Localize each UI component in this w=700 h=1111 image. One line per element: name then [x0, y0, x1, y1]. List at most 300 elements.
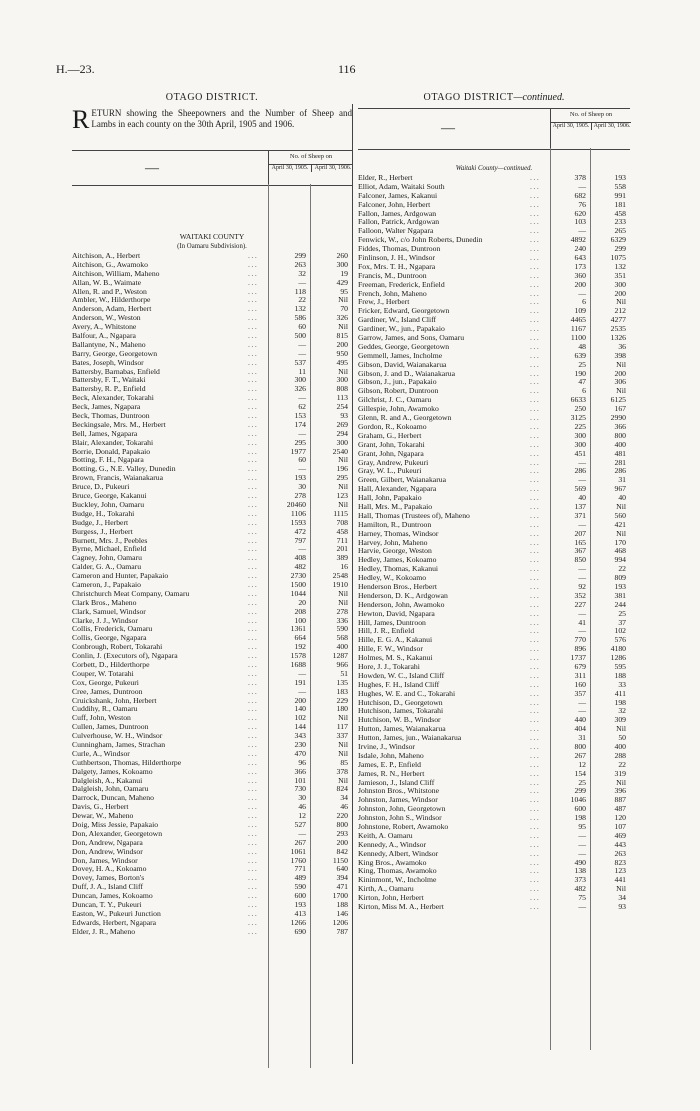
leader-dots: ... — [530, 902, 541, 912]
sheep-count-1905: 138 — [574, 866, 586, 876]
sheepowner-name: Frew, J., Herbert — [358, 298, 410, 307]
leader-dots: ... — [248, 251, 259, 260]
sheepowner-name: Isdale, John, Maheno — [358, 751, 424, 760]
leader-dots: ... — [248, 535, 259, 545]
sheep-count-1906: 180 — [336, 704, 348, 714]
sheep-count-1905: 352 — [574, 590, 586, 600]
leader-dots: ... — [530, 404, 541, 414]
leader-dots: ... — [530, 661, 541, 671]
sheepowner-name: Conlin, J. (Executors of), Ngapara — [72, 652, 178, 661]
sheep-count-1906: 93 — [618, 902, 626, 912]
sheep-count-1906: 25 — [618, 608, 626, 618]
sheep-count-1906: 2540 — [332, 446, 348, 456]
leader-dots: ... — [530, 270, 541, 280]
sheep-count-1906: 183 — [336, 686, 348, 696]
leader-dots: ... — [530, 626, 541, 636]
sheepowner-name: Ambler, W., Hilderthorpe — [72, 296, 151, 305]
sheepowner-name: Darrock, Duncan, Maheno — [72, 794, 154, 803]
sheepowner-name: Clark Bros., Maheno — [72, 598, 137, 607]
sheep-count-1905: 800 — [574, 742, 586, 751]
sheep-count-1905: — — [578, 830, 586, 840]
sheepowner-name: James, E. P., Enfield — [358, 760, 421, 769]
sheep-count-1906: 1910 — [332, 579, 348, 589]
sheep-count-1906: 458 — [336, 526, 348, 536]
sheepowner-name: Aitchison, G., Awamoko — [72, 260, 148, 269]
sheep-count-1906: 51 — [340, 668, 348, 678]
sheepowner-name: Cagney, John, Oamaru — [72, 554, 142, 563]
sheepowner-name: Easton, W., Pukeuri Junction — [72, 909, 161, 918]
right-column-title — [358, 92, 630, 103]
column-divider — [352, 104, 353, 1064]
sheepowner-name: Kirton, John, Herbert — [358, 894, 424, 903]
sheep-count-1906: 200 — [336, 837, 348, 847]
sheep-count-1906: 471 — [336, 882, 348, 892]
sheepowner-name: Freeman, Frederick, Enfield — [358, 280, 445, 289]
col-1905-header: April 30, 1905. — [271, 165, 309, 171]
sheep-count-1906: 188 — [336, 900, 348, 910]
leader-dots: ... — [248, 713, 259, 723]
sheep-count-1906: 800 — [614, 430, 626, 440]
sheep-count-1906: 800 — [336, 820, 348, 829]
sheepowner-name: Dalgleish, A., Kakanui — [72, 776, 143, 785]
sheepowner-name: Don, James, Windsor — [72, 856, 138, 865]
left-table-header — [72, 150, 352, 186]
sheepowner-name: Hewton, David, Ngapara — [358, 609, 435, 618]
leader-dots: ... — [248, 526, 259, 536]
sheep-count-1905: 1500 — [290, 579, 306, 589]
sheep-count-1905: 62 — [298, 402, 306, 412]
leader-dots: ... — [530, 199, 541, 209]
leader-dots: ... — [530, 875, 541, 885]
leader-dots: ... — [530, 573, 541, 583]
sheep-count-1905: 46 — [298, 802, 306, 812]
sheep-count-1905: 300 — [294, 375, 306, 385]
sheep-count-1906: Nil — [338, 739, 348, 749]
leader-dots: ... — [530, 777, 541, 787]
leader-dots: ... — [248, 757, 259, 767]
sheepowner-name: Fenwick, W., c/o John Roberts, Dunedin — [358, 236, 483, 245]
sheepowner-name: Howden, W. C., Island Cliff — [358, 671, 445, 680]
leader-dots: ... — [248, 659, 259, 669]
sheepowner-name: Elliot, Adam, Waitaki South — [358, 182, 445, 191]
sheep-count-1906: 787 — [336, 926, 348, 936]
sheep-count-1906: 33 — [618, 679, 626, 689]
sheep-count-1906: 468 — [614, 546, 626, 556]
sheep-count-1905: 500 — [294, 331, 306, 341]
sheep-count-1905: 240 — [574, 244, 586, 254]
leader-dots: ... — [530, 759, 541, 769]
sheep-count-1906: Nil — [616, 386, 626, 396]
sheep-count-1906: 146 — [336, 908, 348, 918]
sheep-count-1906: 306 — [614, 377, 626, 387]
sheep-count-1906: 708 — [336, 517, 348, 527]
sheep-count-1905: 299 — [574, 786, 586, 796]
sheep-count-1905: 278 — [294, 491, 306, 501]
sheep-count-1905: 192 — [294, 642, 306, 652]
sheep-count-1905: 470 — [294, 748, 306, 758]
sheep-count-1906: 441 — [614, 875, 626, 885]
sheep-count-1905: 4892 — [570, 235, 586, 245]
sheep-count-1906: 809 — [614, 573, 626, 583]
leader-dots: ... — [530, 537, 541, 547]
leader-dots: ... — [248, 731, 259, 741]
leader-dots: ... — [530, 457, 541, 467]
sheep-count-1906: 278 — [336, 606, 348, 616]
sheepowner-name: Hutchison, James, Tokarahi — [358, 707, 444, 716]
leader-dots: ... — [248, 446, 259, 456]
sheep-count-1906: Nil — [338, 499, 348, 509]
sheep-count-1905: — — [578, 226, 586, 236]
sheep-count-1905: 770 — [574, 635, 586, 645]
leader-dots: ... — [248, 802, 259, 812]
leader-dots: ... — [530, 413, 541, 423]
sheepowner-name: Dovey, James, Borton's — [72, 874, 145, 883]
sheep-count-1905: 100 — [294, 615, 306, 625]
leader-dots: ... — [248, 366, 259, 376]
leader-dots: ... — [248, 322, 259, 332]
sheepowner-name: Henderson Bros., Herbert — [358, 582, 437, 591]
sheepowner-name: Beckingsale, Mrs. M., Herbert — [72, 420, 166, 429]
sheepowner-name: Hughes, F. H., Island Cliff — [358, 680, 440, 689]
sheepowner-name: Dalgleish, John, Oamaru — [72, 785, 149, 794]
sheep-count-1905: 165 — [574, 537, 586, 547]
leader-dots: ... — [530, 839, 541, 849]
sheep-count-1906: 394 — [336, 873, 348, 883]
sheepowner-name: Gemmell, James, Incholme — [358, 351, 443, 360]
sheepowner-name: Curle, A., Windsor — [72, 749, 130, 758]
sheep-count-1905: 527 — [294, 820, 306, 829]
county-heading: WAITAKI COUNTY — [179, 232, 245, 241]
sheep-count-1906: 336 — [336, 615, 348, 625]
sheepowner-name: Cuddihy, R., Oamaru — [72, 705, 138, 714]
sheep-count-1905: 208 — [294, 606, 306, 616]
sheepowner-name: Aitchison, A., Herbert — [72, 252, 141, 260]
sheep-count-1905: 95 — [578, 822, 586, 832]
sheepowner-name: Falconer, James, Kakanui — [358, 191, 438, 200]
sheep-count-1905: 144 — [294, 722, 306, 732]
sheep-count-1905: 12 — [578, 759, 586, 769]
sheepowner-name: Cameron and Hunter, Papakaio — [72, 572, 169, 581]
sheepowner-name: Johnstone, Robert, Awamoko — [358, 823, 449, 832]
sheepowner-name: Kennedy, Albert, Windsor — [358, 849, 439, 858]
sheepowner-name: Corbett, D., Hilderthorpe — [72, 660, 150, 669]
leader-dots: ... — [248, 295, 259, 305]
sheep-group-title: No. of Sheep on — [269, 153, 353, 165]
sheep-count-1906: 481 — [614, 448, 626, 458]
leader-dots: ... — [248, 553, 259, 563]
leader-dots: ... — [530, 501, 541, 511]
sheep-count-1905: 482 — [574, 884, 586, 894]
sheep-count-1905: 1578 — [290, 651, 306, 661]
sheep-count-1906: Nil — [338, 322, 348, 332]
sheep-count-1905: — — [298, 348, 306, 358]
leader-dots: ... — [248, 677, 259, 687]
sheepowner-name: Fallon, James, Ardgowan — [358, 209, 437, 218]
leader-dots: ... — [530, 555, 541, 565]
sheep-count-1906: 120 — [614, 813, 626, 823]
sheep-count-1906: 286 — [614, 466, 626, 476]
leader-dots: ... — [248, 428, 259, 438]
sheep-group-header — [268, 151, 353, 185]
sheep-count-1906: 366 — [614, 421, 626, 431]
sheep-count-1905: — — [578, 564, 586, 574]
sheep-count-1905: 250 — [574, 404, 586, 414]
sheep-count-1905: 6 — [582, 386, 586, 396]
sheep-count-1906: 1700 — [332, 891, 348, 901]
sheep-count-1906: 400 — [336, 642, 348, 652]
leader-dots: ... — [248, 571, 259, 581]
sheepowner-name: Hedley, Thomas, Kakanui — [358, 565, 439, 574]
sheep-count-1905: 20 — [298, 597, 306, 607]
sheep-count-1905: 2730 — [290, 571, 306, 581]
right-sheep-table — [358, 108, 630, 912]
col-1906-header: April 30, 1906. — [311, 165, 354, 172]
leader-dots: ... — [530, 742, 541, 751]
leader-dots: ... — [530, 226, 541, 236]
sheepowner-name: Balfour, A., Ngapara — [72, 332, 136, 341]
sheep-count-1906: 295 — [336, 473, 348, 483]
sheep-count-1906: 196 — [336, 464, 348, 474]
sheep-count-1905: 1977 — [290, 446, 306, 456]
sheep-count-1906: 815 — [336, 331, 348, 341]
leader-dots: ... — [248, 517, 259, 527]
leader-dots: ... — [530, 244, 541, 254]
leader-dots: ... — [530, 386, 541, 396]
sheep-count-1906: 200 — [336, 339, 348, 349]
sheep-count-1906: 46 — [340, 802, 348, 812]
leader-dots: ... — [248, 499, 259, 509]
sheepowner-name: Cree, James, Duntroon — [72, 687, 143, 696]
sheepowner-name: Collis, Frederick, Oamaru — [72, 625, 153, 634]
sheep-count-1905: 160 — [574, 679, 586, 689]
sheep-count-1906: 595 — [614, 661, 626, 671]
sheep-count-1906: Nil — [616, 724, 626, 734]
sheepowner-name: Gray, Andrew, Pukeuri — [358, 458, 429, 467]
leader-dots: ... — [530, 679, 541, 689]
sheep-count-1905: 482 — [294, 562, 306, 572]
sheep-count-1906: Nil — [338, 366, 348, 376]
sheep-count-1905: 200 — [574, 279, 586, 289]
sheep-count-1906: 590 — [336, 624, 348, 634]
sheepowner-name: Geddes, George, Georgetown — [358, 342, 450, 351]
sheepowner-name: Harney, Thomas, Windsor — [358, 529, 439, 538]
sheep-count-1906: 458 — [614, 208, 626, 218]
leader-dots: ... — [530, 439, 541, 449]
sheep-count-1905: 1044 — [290, 588, 306, 598]
sheepowner-name: Harvie, George, Weston — [358, 547, 432, 556]
sheep-count-1905: 30 — [298, 482, 306, 492]
sheep-count-1905: 771 — [294, 864, 306, 874]
leader-dots: ... — [248, 437, 259, 447]
sheepowner-name: Grant, John, Tokarahi — [358, 440, 425, 449]
leader-dots: ... — [530, 546, 541, 556]
leader-dots: ... — [530, 653, 541, 663]
sheep-count-1905: — — [578, 706, 586, 716]
sheep-count-1905: 413 — [294, 908, 306, 918]
sheep-count-1905: 440 — [574, 715, 586, 725]
sheep-count-1906: 300 — [336, 437, 348, 447]
sheep-count-1906: 300 — [336, 375, 348, 385]
sheep-count-1906: 50 — [618, 733, 626, 743]
sheepowner-name: Gibson, Robert, Duntroon — [358, 387, 439, 396]
leader-dots: ... — [530, 350, 541, 360]
leader-dots: ... — [530, 484, 541, 494]
sheep-count-1906: 244 — [614, 599, 626, 609]
sheepowner-name: Barry, George, Georgetown — [72, 349, 158, 358]
sheep-count-1906: 1115 — [333, 508, 348, 518]
leader-dots: ... — [248, 286, 259, 296]
leader-dots: ... — [530, 297, 541, 307]
sheepowner-name: Gardiner, W., Island Cliff — [358, 316, 437, 325]
sheepowner-name: Brown, Francis, Waianakarua — [72, 474, 164, 483]
leader-dots: ... — [248, 900, 259, 910]
leader-dots: ... — [248, 651, 259, 661]
sheep-count-1905: 326 — [294, 384, 306, 394]
sheepowner-name: Bates, Joseph, Windsor — [72, 358, 144, 367]
leader-dots: ... — [248, 473, 259, 483]
sheepowner-name: Hughes, W. E. and C., Tokarahi — [358, 689, 456, 698]
page-number: 116 — [338, 62, 356, 76]
sheepowner-name: Hille, E. G. A., Kakanui — [358, 636, 433, 645]
sheep-count-1906: 2548 — [332, 571, 348, 581]
leader-dots: ... — [530, 715, 541, 725]
leader-dots: ... — [248, 908, 259, 918]
sheepowner-name: Kirton, Miss M. A., Herbert — [358, 903, 444, 912]
sheep-count-1906: 16 — [340, 562, 348, 572]
leader-dots: ... — [530, 288, 541, 298]
sheep-count-1905: 140 — [294, 704, 306, 714]
sheep-count-1905: 1061 — [290, 846, 306, 856]
leader-dots: ... — [248, 873, 259, 883]
sheepowner-name: Duncan, James, Kokoamo — [72, 892, 153, 901]
leader-dots: ... — [248, 882, 259, 892]
sheepowner-name: Kirth, A., Oamaru — [358, 885, 414, 894]
sheep-count-1905: 193 — [294, 900, 306, 910]
sheep-count-1906: 966 — [336, 659, 348, 669]
county-continued-heading: Waitaki County—continued. — [455, 165, 533, 172]
sheepowner-name: Christchurch Meat Company, Oamaru — [72, 589, 190, 598]
sheep-count-1906: 2535 — [610, 324, 626, 334]
column-rule — [590, 148, 591, 1050]
sheepowner-name: Don, Andrew, Windsor — [72, 847, 143, 856]
sheepowner-name: Hutton, James, jun., Waianakarua — [358, 734, 462, 743]
sheep-count-1906: 823 — [614, 857, 626, 867]
leader-dots: ... — [248, 508, 259, 518]
sheep-count-1906: 400 — [614, 439, 626, 449]
sheep-count-1905: — — [578, 519, 586, 529]
sheep-count-1906: Nil — [338, 775, 348, 785]
leader-dots: ... — [530, 590, 541, 600]
table-header-dash: — — [145, 161, 159, 176]
leader-dots: ... — [248, 588, 259, 598]
sheepowner-name: Hall, John, Papakaio — [358, 494, 422, 503]
sheep-count-1905: — — [298, 428, 306, 438]
sheep-count-1905: 373 — [574, 875, 586, 885]
leader-dots: ... — [530, 670, 541, 680]
sheepowner-name: Johnston, John S., Windsor — [358, 814, 442, 823]
sheep-count-1906: 193 — [614, 581, 626, 591]
sheepowner-name: Budge, J., Herbert — [72, 518, 129, 527]
sheepowner-name: Holmes, M. S., Kakanui — [358, 654, 433, 663]
sheep-count-1906: 31 — [618, 475, 626, 485]
sheepowner-name: Blair, Alexander, Tokarahi — [72, 438, 154, 447]
sheepowner-name: Collis, George, Ngapara — [72, 634, 147, 643]
sheep-count-1905: 311 — [574, 670, 586, 680]
sheepowner-name: Hedley, James, Kokoamo — [358, 556, 437, 565]
sheep-count-1905: 227 — [574, 599, 586, 609]
sheep-count-1906: 188 — [614, 670, 626, 680]
leader-dots: ... — [248, 704, 259, 714]
sheep-count-1906: 950 — [336, 348, 348, 358]
sheep-count-1905: 490 — [574, 857, 586, 867]
leader-dots: ... — [248, 455, 259, 465]
leader-dots: ... — [248, 855, 259, 865]
sheepowner-name: Hill, James, Duntroon — [358, 618, 426, 627]
sheepowner-name: Fiddes, Thomas, Duntroon — [358, 245, 441, 254]
sheep-count-1906: 254 — [336, 402, 348, 412]
sheepowner-name: Henderson, John, Awamoko — [358, 600, 445, 609]
sheepowner-name: Ballantyne, N., Maheno — [72, 340, 146, 349]
sheep-count-1906: 824 — [336, 784, 348, 794]
leader-dots: ... — [248, 562, 259, 572]
leader-dots: ... — [530, 315, 541, 325]
sheep-count-1906: 95 — [340, 286, 348, 296]
sheepowner-name: Botting, F. H., Ngapara — [72, 456, 144, 465]
leader-dots: ... — [530, 884, 541, 894]
leader-dots: ... — [530, 644, 541, 654]
leader-dots: ... — [248, 482, 259, 492]
sheep-count-1906: 22 — [618, 564, 626, 574]
sheep-count-1906: Nil — [616, 884, 626, 894]
sheep-count-1905: 378 — [574, 173, 586, 182]
sheep-count-1905: 371 — [574, 510, 586, 520]
sheepowner-name: Anderson, Adam, Herbert — [72, 305, 152, 314]
sheepowner-name: Kennedy, A., Windsor — [358, 840, 427, 849]
sheep-count-1905: 118 — [294, 286, 306, 296]
leader-dots: ... — [530, 181, 541, 191]
sheep-count-1906: 6329 — [610, 235, 626, 245]
leader-dots: ... — [248, 811, 259, 821]
sheepowner-name: Hutchison, D., Georgetown — [358, 698, 443, 707]
sheep-count-1906: 281 — [614, 457, 626, 467]
sheep-count-1905: 41 — [578, 617, 586, 627]
sheep-count-1905: 22 — [298, 295, 306, 305]
sheep-count-1906: 1287 — [332, 651, 348, 661]
sheepowner-name: Duncan, T. Y., Pukeuri — [72, 901, 142, 910]
sheepowner-name: Botting, G., N.E. Valley, Dunedin — [72, 465, 176, 474]
leader-dots: ... — [248, 491, 259, 501]
sheep-count-1906: 469 — [614, 830, 626, 840]
leader-dots: ... — [530, 368, 541, 378]
sheep-count-1905: — — [578, 181, 586, 191]
leader-dots: ... — [248, 357, 259, 367]
leader-dots: ... — [248, 642, 259, 652]
leader-dots: ... — [248, 739, 259, 749]
intro-text: ETURN showing the Sheepowners and the Number of Sheep and Lambs in each county on the 30th April, 1905 and 1906. — [91, 108, 352, 129]
sheep-count-1905: 643 — [574, 253, 586, 263]
sheep-count-1906: 37 — [618, 617, 626, 627]
sheepowner-name: Falloon, Walter Ngapara — [358, 227, 434, 236]
sheep-count-1906: 1286 — [610, 653, 626, 663]
sheepowner-name: Cameron, J., Papakaio — [72, 580, 141, 589]
sheep-count-1905: 20460 — [286, 499, 306, 509]
sheep-count-1906: 265 — [614, 226, 626, 236]
sheepowner-name: Burnett, Mrs. J., Peebles — [72, 536, 148, 545]
sheep-count-1906: 220 — [336, 811, 348, 821]
sheepowner-name: Hamilton, R., Duntroon — [358, 520, 432, 529]
sheep-count-1905: 295 — [294, 437, 306, 447]
sheep-count-1906: 193 — [614, 173, 626, 182]
